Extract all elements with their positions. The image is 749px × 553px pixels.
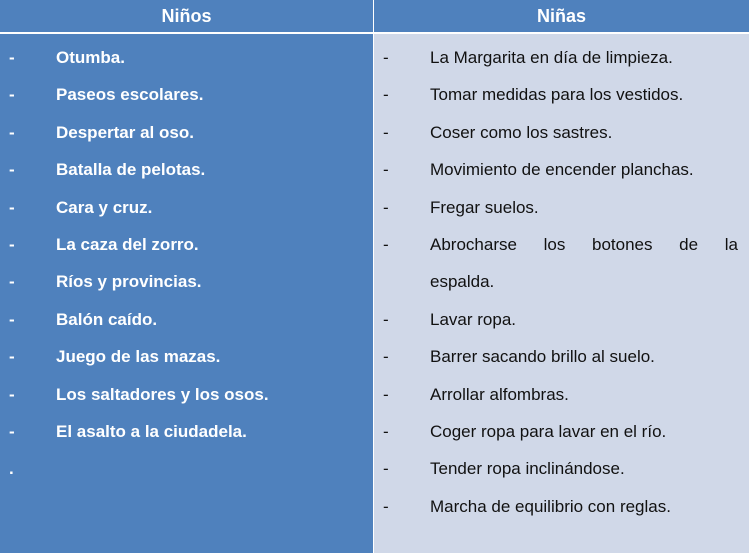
- girls-item-text: Barrer sacando brillo al suelo.: [430, 347, 655, 367]
- boys-item: [0, 338, 373, 375]
- girls-item-text: Coger ropa para lavar en el río.: [430, 422, 667, 442]
- girls-item-text: Tender ropa inclinándose.: [430, 459, 625, 479]
- boys-item-text: Otumba.: [56, 48, 125, 67]
- boys-item: [0, 413, 373, 450]
- boys-item-text: Balón caído.: [56, 309, 158, 329]
- boys-item-text: Paseos escolares.: [56, 85, 204, 105]
- bullet-dash: -: [383, 422, 389, 442]
- girls-item: [374, 76, 749, 113]
- bullet-dash: -: [9, 235, 15, 255]
- boys-item: [0, 39, 373, 76]
- bullet-dash: -: [383, 459, 389, 479]
- boys-item: [0, 376, 373, 413]
- boys-item: [0, 226, 373, 263]
- column-ninas: [374, 34, 749, 553]
- bullet-dash: -: [9, 384, 15, 404]
- boys-item-text: La caza del zorro.: [56, 235, 199, 255]
- girls-item: [374, 39, 749, 76]
- bullet-dash: -: [383, 197, 389, 217]
- bullet-dash: -: [9, 347, 15, 367]
- girls-list: [374, 39, 749, 525]
- girls-item-text: Lavar ropa.: [430, 309, 516, 329]
- girls-item: [374, 189, 749, 226]
- boys-item-text: Los saltadores y los osos.: [56, 384, 269, 404]
- boys-item-text: Ríos y provincias.: [56, 272, 202, 292]
- boys-item: [0, 114, 373, 151]
- bullet-dash: -: [383, 235, 389, 255]
- bullet-dash: -: [9, 48, 15, 67]
- boys-item: [0, 263, 373, 300]
- bullet-dash: -: [383, 384, 389, 404]
- bullet-dash: -: [383, 85, 389, 105]
- bullet-dash: -: [383, 160, 389, 180]
- boys-item: [0, 189, 373, 226]
- bullet-dash: -: [383, 309, 389, 329]
- girls-item: [374, 301, 749, 338]
- bullet-dash: -: [9, 160, 15, 180]
- girls-item-text: La Margarita en día de limpieza.: [430, 48, 673, 67]
- boys-item: [0, 76, 373, 113]
- header-ninos: Niños: [0, 0, 374, 34]
- girls-item: [374, 114, 749, 151]
- bullet-dash: -: [383, 347, 389, 367]
- bullet-dash: -: [9, 309, 15, 329]
- boys-item-text: Cara y cruz.: [56, 197, 153, 217]
- bullet-dash: -: [9, 122, 15, 142]
- bullet-dash: -: [9, 197, 15, 217]
- boys-item-text: Despertar al oso.: [56, 122, 194, 142]
- bullet-dash: -: [383, 122, 389, 142]
- girls-item-text: Marcha de equilibrio con reglas.: [430, 496, 671, 516]
- girls-item-text: Arrollar alfombras.: [430, 384, 569, 404]
- bullet-dash: -: [383, 48, 389, 67]
- girls-item: [374, 450, 749, 487]
- boys-item: [0, 151, 373, 188]
- bullet-dash: -: [9, 422, 15, 442]
- girls-item: [374, 488, 749, 525]
- girls-item: [374, 226, 749, 301]
- boys-item-text: El asalto a la ciudadela.: [56, 422, 247, 442]
- boys-item: [0, 301, 373, 338]
- girls-item-text: Fregar suelos.: [430, 197, 539, 217]
- line-two: espalda.: [430, 272, 495, 292]
- trailing-mark: .: [9, 459, 14, 479]
- column-ninos: [0, 34, 374, 553]
- header-ninas: Niñas: [374, 0, 749, 34]
- girls-item: [374, 338, 749, 375]
- girls-item-text: Tomar medidas para los vestidos.: [430, 85, 684, 105]
- girls-item-text: [374, 226, 749, 301]
- girls-item: [374, 151, 749, 188]
- bullet-dash: -: [9, 272, 15, 292]
- bullet-dash: -: [9, 85, 15, 105]
- boys-item-text: Juego de las mazas.: [56, 347, 221, 367]
- boys-item-text: Batalla de pelotas.: [56, 160, 206, 180]
- bullet-dash: -: [383, 496, 389, 516]
- girls-item: [374, 413, 749, 450]
- girls-item: [374, 376, 749, 413]
- boys-trailing-item: [0, 450, 373, 487]
- girls-item-text: Movimiento de encender planchas.: [430, 160, 694, 180]
- line-one: Abrocharse los botones de la: [430, 235, 738, 255]
- boys-list: [0, 39, 373, 488]
- girls-item-text: Coser como los sastres.: [430, 122, 613, 142]
